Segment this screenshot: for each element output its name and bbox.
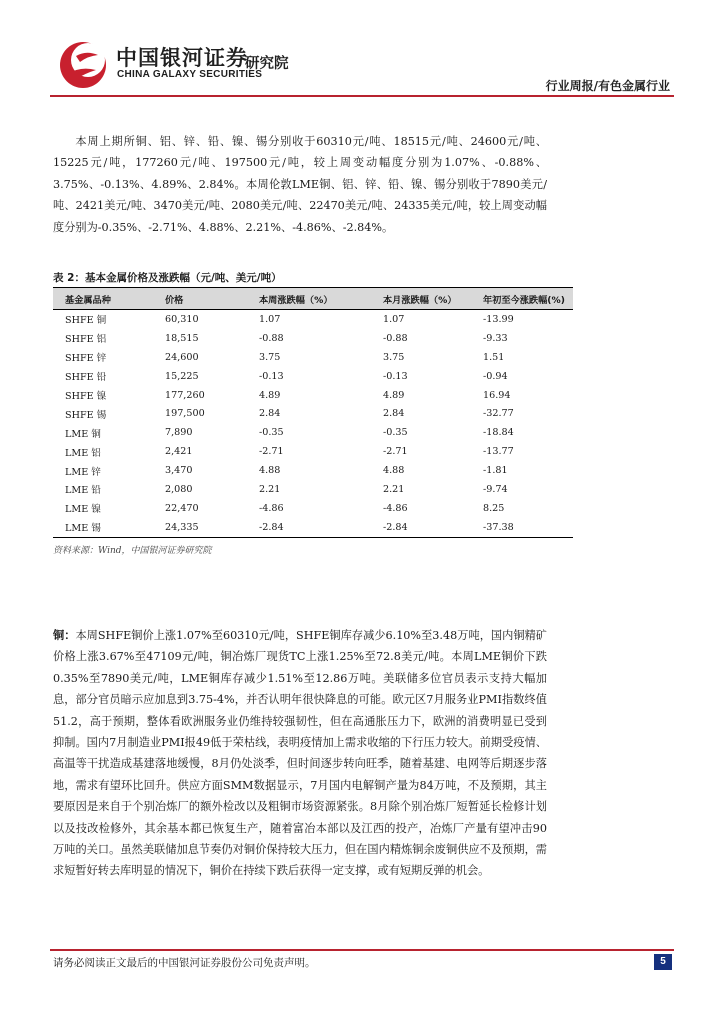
table-cell: LME 锌 <box>65 466 101 478</box>
table-cell: 7,890 <box>165 427 193 439</box>
table-cell: 22,470 <box>165 502 199 514</box>
table-cell: 1.07 <box>259 313 281 325</box>
table-body <box>53 310 573 538</box>
table-row <box>53 423 573 442</box>
table-cell: SHFE 铜 <box>65 315 107 327</box>
table-cell: -13.77 <box>483 446 514 458</box>
table-row <box>53 461 573 480</box>
table-cell: -0.88 <box>259 332 284 344</box>
table-cell: SHFE 锌 <box>65 353 107 365</box>
col-header-monthly: 本月涨跌幅（%） <box>371 288 471 310</box>
table-row <box>53 386 573 405</box>
table-header-row <box>53 288 573 310</box>
report-type-label: 行业周报/有色金属行业 <box>545 79 670 93</box>
header-divider <box>50 95 674 97</box>
table-cell: 16.94 <box>483 389 511 401</box>
table-cell: 177,260 <box>165 389 205 401</box>
table-cell: 2.21 <box>259 483 281 495</box>
table-cell: 24,600 <box>165 351 199 363</box>
table-row <box>53 348 573 367</box>
table-cell: -9.74 <box>483 483 508 495</box>
page-number-badge: 5 <box>654 954 672 970</box>
table-cell: -2.71 <box>259 446 284 458</box>
table-cell: 2.84 <box>383 408 405 420</box>
table-cell: 2.84 <box>259 408 281 420</box>
table-cell: -32.77 <box>483 408 514 420</box>
table-cell: -13.99 <box>483 313 514 325</box>
disclaimer-note: 请务必阅读正文最后的中国银河证券股份公司免责声明。 <box>53 957 316 969</box>
copper-lead-label: 铜： <box>53 628 76 642</box>
table-cell: -4.86 <box>259 502 284 514</box>
copper-analysis-paragraph <box>53 625 547 882</box>
table-cell: -0.94 <box>483 370 508 382</box>
table-cell: LME 铜 <box>65 428 101 440</box>
table-cell: 24,335 <box>153 518 247 537</box>
table-cell: -1.81 <box>483 465 508 477</box>
galaxy-logo-icon <box>58 40 108 90</box>
table-cell: 15,225 <box>165 370 199 382</box>
col-header-weekly: 本周涨跌幅（%） <box>247 288 371 310</box>
table-cell: -0.88 <box>383 332 408 344</box>
table-cell: 1.51 <box>483 351 505 363</box>
table-row <box>53 518 573 537</box>
table-cell: LME 镍 <box>65 504 101 516</box>
table-cell: LME 铅 <box>65 485 101 497</box>
table-cell: 4.89 <box>259 389 281 401</box>
table-cell: 1.07 <box>383 313 405 325</box>
table-cell: SHFE 镍 <box>65 391 107 402</box>
table-cell: 2.21 <box>383 483 405 495</box>
table-cell: 4.88 <box>383 465 405 477</box>
table-cell: LME 锡 <box>53 518 153 537</box>
table-cell: 197,500 <box>165 408 205 420</box>
institute-label: 研究院 <box>245 56 289 72</box>
price-summary-paragraph: 本周上期所铜、铝、锌、铅、镍、锡分别收于60310元/吨、18515元/吨、24600元/吨、15225元/吨，177260元/吨、197500元/吨，较上周变动幅度分别为1.07%、-0.88%、3.75%、-0.13%、4.89%、2.84%。本周伦敦LME铜、铝、锌、铅、镍、锡分别收于7890美元/吨、2421美元/吨、3470美元/吨、2080美元/吨、22470美元/吨、24335美元/吨，较上周变动幅度分别为-0.35%、-2.71%、4.88%、2.21%、-4.86%、-2.84%。 <box>53 135 547 234</box>
metal-price-table <box>53 287 573 538</box>
table-cell: -2.84 <box>371 518 471 537</box>
table-source-note: 资料来源：Wind，中国银河证券研究院 <box>53 546 212 556</box>
table-cell: 4.88 <box>259 465 281 477</box>
table-cell: 2,421 <box>165 446 193 458</box>
table-cell: 4.89 <box>383 389 405 401</box>
table-cell: -0.35 <box>259 427 284 439</box>
table-cell: 3.75 <box>259 351 281 363</box>
table-cell: -9.33 <box>483 332 508 344</box>
footer-divider <box>50 949 674 951</box>
copper-analysis-text: 本周SHFE铜价上涨1.07%至60310元/吨，SHFE铜库存减少6.10%至3.48万吨，国内铜精矿价格上涨3.67%至47109元/吨，铜冶炼厂现货TC上涨1.25%至72.8美元/吨。本周LME铜价下跌0.35%至7890美元/吨，LME铜库存减少1.51%至12.86万吨。美联储多位官员表示支持大幅加息，部分官员暗示应加息到3.75-4%，并否认明年很快降息的可能。欧元区7月服务业PMI指数终值51.2，高于预期，整体看欧洲服务业仍维持较强韧性，但在高通胀压力下，欧洲的消费明显已受到抑制。国内7月制造业PMI报49低于荣枯线，表明疫情加上需求收缩的下行压力较大。前期受疫情、高温等干扰造成基建落地缓慢，8月仍处淡季，但时间逐步转向旺季，随着基建、电网等后期逐步落地，需求有望环比回升。供应方面SMM数据显示，7月国内电解铜产量为84万吨，不及预期，其主要原因是来自于个别冶炼厂的额外检改以及粗铜市场资源紧张。8月除个别冶炼厂短暂延长检修计划以及技改检修外，其余基本都已恢复生产，随着富冶本部以及江西的投产，冶炼厂产量有望冲击90万吨的关口。虽然美联储加息节奏仍对铜价保持较大压力，但在国内精炼铜余废铜供应不及预期，需求短暂好转去库明显的情况下，铜价在持续下跌后获得一定支撑，或有短期反弹的机会。 <box>53 629 547 878</box>
table-cell: -18.84 <box>483 427 514 439</box>
brand-name-cn: 中国银河证券 <box>116 46 248 70</box>
table-cell: 8.25 <box>483 502 505 514</box>
table-cell: 18,515 <box>165 332 199 344</box>
table-row <box>53 442 573 461</box>
table-row <box>53 329 573 348</box>
table-cell: 3,470 <box>165 465 193 477</box>
table-cell: SHFE 铅 <box>65 372 107 384</box>
table-cell: -0.13 <box>383 370 408 382</box>
table-cell: -0.35 <box>383 427 408 439</box>
table-caption: 表 2：基本金属价格及涨跌幅（元/吨、美元/吨） <box>53 272 282 284</box>
table-cell: -2.84 <box>247 518 371 537</box>
table-cell: -0.13 <box>259 370 284 382</box>
table-row <box>53 480 573 499</box>
table-row <box>53 499 573 518</box>
table-cell: 3.75 <box>383 351 405 363</box>
table-cell: LME 铝 <box>65 447 101 459</box>
table-cell: SHFE 铝 <box>65 334 107 346</box>
table-cell: -4.86 <box>383 502 408 514</box>
table-cell: -37.38 <box>471 518 573 537</box>
col-header-ytd: 年初至今涨跌幅(%) <box>471 288 573 310</box>
col-header-price: 价格 <box>153 288 247 310</box>
brand-name-en: CHINA GALAXY SECURITIES <box>117 69 263 80</box>
col-header-metal: 基金属品种 <box>53 288 153 310</box>
table-cell: -2.71 <box>383 446 408 458</box>
table-cell: SHFE 锡 <box>65 409 107 421</box>
table-row <box>53 404 573 423</box>
table-row <box>53 367 573 386</box>
table-cell: 60,310 <box>165 313 199 325</box>
table-row <box>53 310 573 329</box>
table-cell: 2,080 <box>165 483 193 495</box>
